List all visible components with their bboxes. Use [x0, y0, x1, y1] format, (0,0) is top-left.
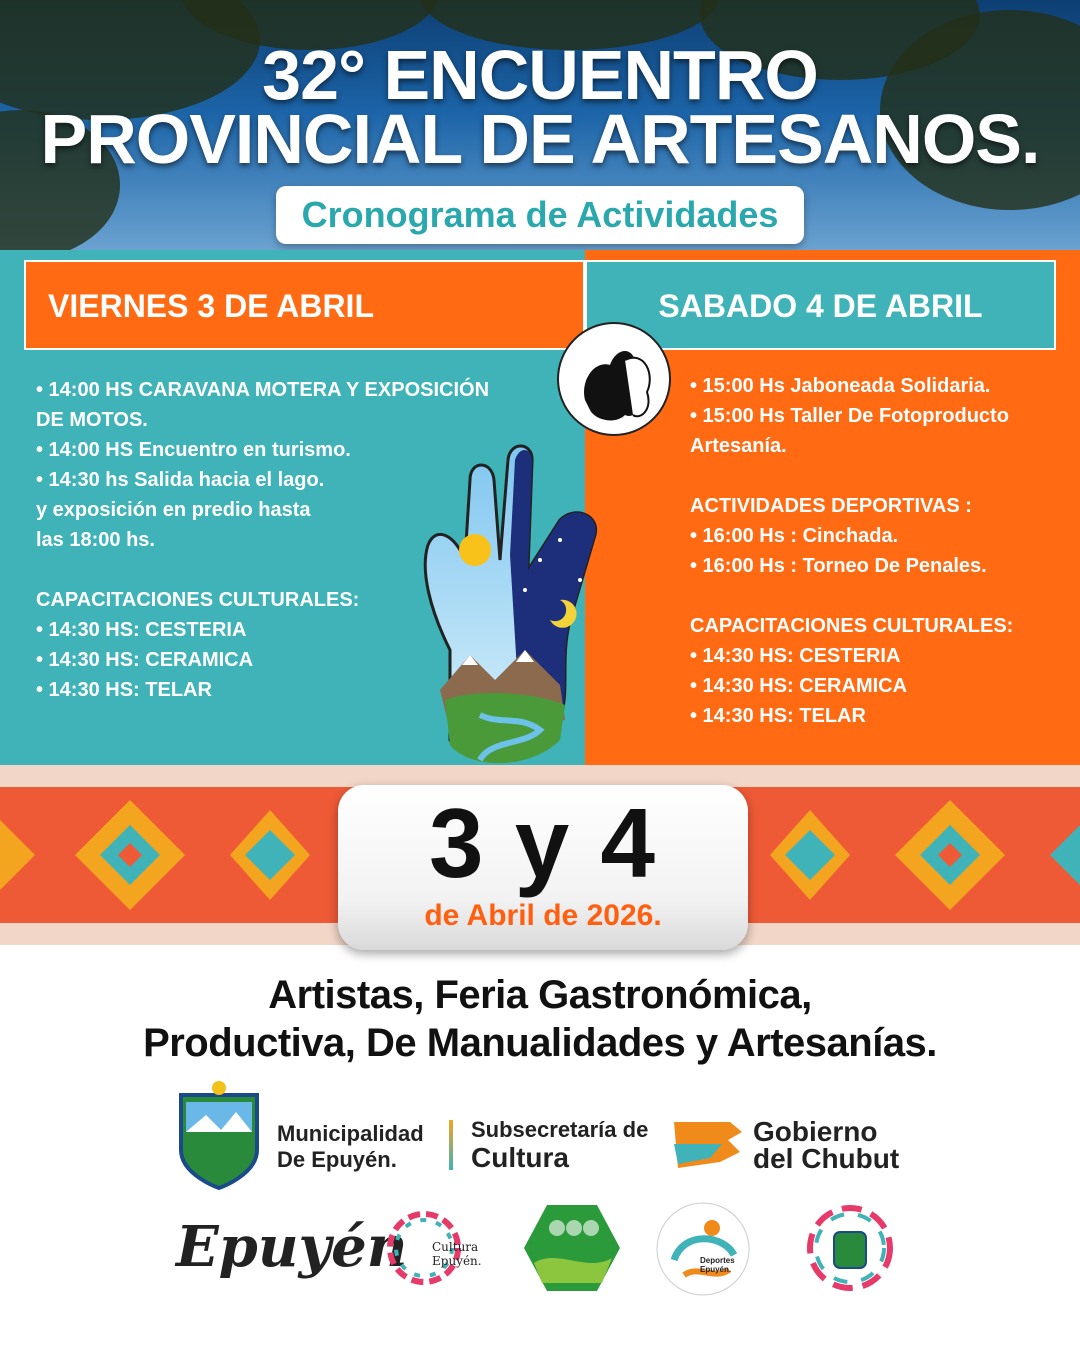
saturday-section-line: • 14:30 HS: CESTERIA: [690, 645, 901, 667]
gobierno-line2: del Chubut: [753, 1143, 900, 1174]
saturday-section-title: CAPACITACIONES CULTURALES:: [690, 615, 1014, 637]
friday-line: • 14:00 HS Encuentro en turismo.: [36, 439, 351, 461]
saturday-line: • 15:00 Hs Jaboneada Solidaria.: [690, 375, 991, 397]
artisan-family-icon: [555, 320, 673, 438]
friday-section-line: • 14:30 HS: TELAR: [36, 679, 212, 701]
chubut-map-icon: [670, 1118, 746, 1172]
subsecretaria-line1: Subsecretaría de: [471, 1117, 649, 1142]
sports-line: • 16:00 Hs : Cinchada.: [690, 525, 899, 547]
sports-line: • 16:00 Hs : Torneo De Penales.: [690, 555, 987, 577]
date-badge: [338, 785, 748, 950]
saturday-title: SABADO 4 DE ABRIL: [585, 260, 1056, 350]
friday-title: VIERNES 3 DE ABRIL: [24, 260, 585, 350]
saturday-line: Artesanía.: [690, 435, 787, 457]
friday-line: las 18:00 hs.: [36, 529, 155, 551]
deportes-figure-icon: [654, 1200, 752, 1298]
deportes-line1: Deportes: [700, 1256, 735, 1265]
saturday-line: • 15:00 Hs Taller De Fotoproducto: [690, 405, 1009, 427]
friday-section-title: CAPACITACIONES CULTURALES:: [36, 589, 360, 611]
saturday-schedule: [690, 371, 1013, 731]
friday-line: • 14:30 hs Salida hacia el lago.: [36, 469, 325, 491]
title-line-1: 32° ENCUENTRO: [262, 36, 818, 114]
friday-section-line: • 14:30 HS: CESTERIA: [36, 619, 247, 641]
friday-section-line: • 14:30 HS: CERAMICA: [36, 649, 254, 671]
saturday-section-line: • 14:30 HS: CERAMICA: [690, 675, 908, 697]
shield-crest-icon: [176, 1080, 262, 1192]
municipalidad-line2: De Epuyén.: [277, 1147, 397, 1172]
cultura-line1: Cultura: [432, 1240, 479, 1254]
sports-title: ACTIVIDADES DEPORTIVAS :: [690, 495, 972, 517]
divider: [449, 1120, 453, 1170]
tagline-line-1: Artistas, Feria Gastronómica,: [268, 973, 812, 1017]
friday-line: • 14:00 HS CARAVANA MOTERA Y EXPOSICIÓN: [36, 379, 490, 401]
title-line-2: PROVINCIAL DE ARTESANOS.: [40, 100, 1040, 178]
deportes-line2: Epuyén.: [700, 1265, 732, 1274]
tagline-line-2: Productiva, De Manualidades y Artesanías.: [143, 1021, 937, 1065]
municipalidad-line1: Municipalidad: [277, 1121, 424, 1146]
friday-line: DE MOTOS.: [36, 409, 148, 431]
date-month-year: de Abril de 2026.: [424, 899, 662, 932]
cultura-line2: Epuyén.: [432, 1254, 482, 1268]
gobierno-line1: Gobierno: [753, 1116, 878, 1147]
friday-line: y exposición en predio hasta: [36, 499, 311, 521]
subtitle-badge: Cronograma de Actividades: [276, 186, 804, 244]
epuyen-logo: Epuyén: [176, 1214, 408, 1280]
saturday-section-line: • 14:30 HS: TELAR: [690, 705, 866, 727]
hands-circle-icon: [796, 1196, 904, 1300]
date-days: 3 y 4: [429, 788, 657, 898]
hexagon-icon: [522, 1203, 622, 1293]
subsecretaria-line2: Cultura: [471, 1142, 569, 1173]
